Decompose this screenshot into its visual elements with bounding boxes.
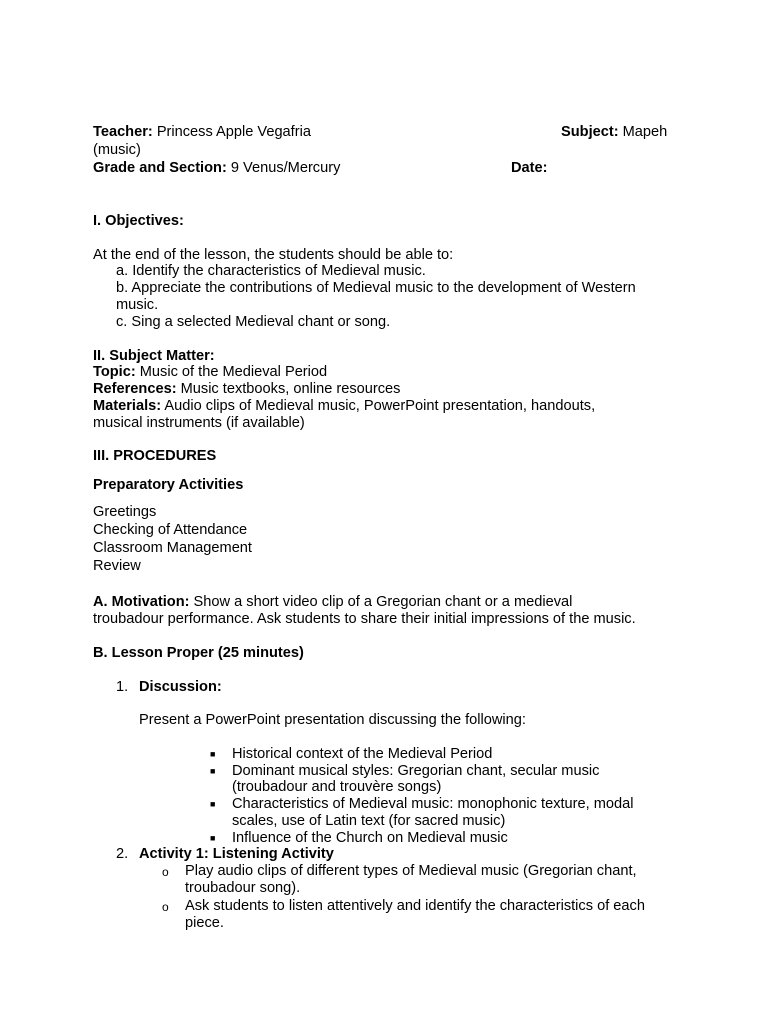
materials-line — [93, 398, 595, 415]
prep-item: Review — [93, 558, 141, 574]
square-bullet-icon: ■ — [210, 749, 216, 759]
date-label: Date: — [511, 160, 548, 176]
teacher-line — [93, 124, 311, 141]
materials-value: Audio clips of Medieval music, PowerPoint presentation, handouts, — [164, 398, 596, 414]
grade-value: 9 Venus/Mercury — [230, 160, 341, 176]
topic-value: Music of the Medieval Period — [139, 364, 328, 380]
subject-matter-heading: II. Subject Matter: — [93, 348, 215, 364]
grade-line — [93, 160, 340, 177]
objectives-intro: At the end of the lesson, the students should be able to: — [93, 247, 454, 263]
topic-label: Topic: — [93, 364, 136, 380]
motivation-text: Show a short video clip of a Gregorian chant or a medieval — [193, 594, 573, 610]
materials-line2: musical instruments (if available) — [93, 415, 305, 431]
materials-label: Materials: — [93, 398, 162, 414]
topic-line — [93, 364, 327, 381]
objective-b-line2: music. — [116, 297, 159, 313]
bullet-text: Influence of the Church on Medieval music — [232, 830, 508, 846]
motivation-line2: troubadour performance. Ask students to share their initial impressions of the music. — [93, 611, 636, 627]
objective-a: a. Identify the characteristics of Medieval music. — [116, 263, 426, 279]
preparatory-heading: Preparatory Activities — [93, 477, 244, 493]
item1-number: 1. — [116, 679, 129, 695]
subject-label: Subject: — [561, 124, 619, 140]
teacher-value: Princess Apple Vegafria — [156, 124, 311, 140]
item1-label: Discussion: — [139, 679, 222, 695]
bullet-text: Dominant musical styles: Gregorian chant, secular music — [232, 763, 600, 779]
references-line — [93, 381, 400, 398]
objective-b-line1: b. Appreciate the contributions of Medieval music to the development of Western — [116, 280, 636, 296]
circle-bullet-icon: o — [162, 900, 169, 914]
subject-continuation: (music) — [93, 142, 141, 158]
motivation-label: A. Motivation: — [93, 594, 190, 610]
prep-item: Checking of Attendance — [93, 522, 248, 538]
item2-label: Activity 1: Listening Activity — [139, 846, 334, 862]
square-bullet-icon: ■ — [210, 766, 216, 776]
bullet-text: Historical context of the Medieval Period — [232, 746, 493, 762]
motivation-line — [93, 594, 572, 611]
references-value: Music textbooks, online resources — [180, 381, 401, 397]
item2-number: 2. — [116, 846, 129, 862]
prep-item: Classroom Management — [93, 540, 252, 556]
square-bullet-icon: ■ — [210, 833, 216, 843]
sub-bullet-text-cont: troubadour song). — [185, 880, 301, 896]
bullet-text-cont: scales, use of Latin text (for sacred music) — [232, 813, 506, 829]
bullet-text-cont: (troubadour and trouvère songs) — [232, 779, 442, 795]
lesson-proper-heading: B. Lesson Proper (25 minutes) — [93, 645, 304, 661]
subject-line — [561, 124, 667, 141]
objectives-heading: I. Objectives: — [93, 213, 184, 229]
prep-item: Greetings — [93, 504, 157, 520]
sub-bullet-text: Ask students to listen attentively and identify the characteristics of each — [185, 898, 645, 914]
grade-label: Grade and Section: — [93, 160, 227, 176]
objective-c: c. Sing a selected Medieval chant or song. — [116, 314, 391, 330]
teacher-label: Teacher: — [93, 124, 153, 140]
circle-bullet-icon: o — [162, 865, 169, 879]
references-label: References: — [93, 381, 177, 397]
sub-bullet-text: Play audio clips of different types of Medieval music (Gregorian chant, — [185, 863, 637, 879]
square-bullet-icon: ■ — [210, 799, 216, 809]
sub-bullet-text-cont: piece. — [185, 915, 224, 931]
procedures-heading: III. PROCEDURES — [93, 448, 217, 464]
subject-value: Mapeh — [622, 124, 668, 140]
bullet-text: Characteristics of Medieval music: monophonic texture, modal — [232, 796, 634, 812]
item1-intro: Present a PowerPoint presentation discussing the following: — [139, 712, 526, 728]
